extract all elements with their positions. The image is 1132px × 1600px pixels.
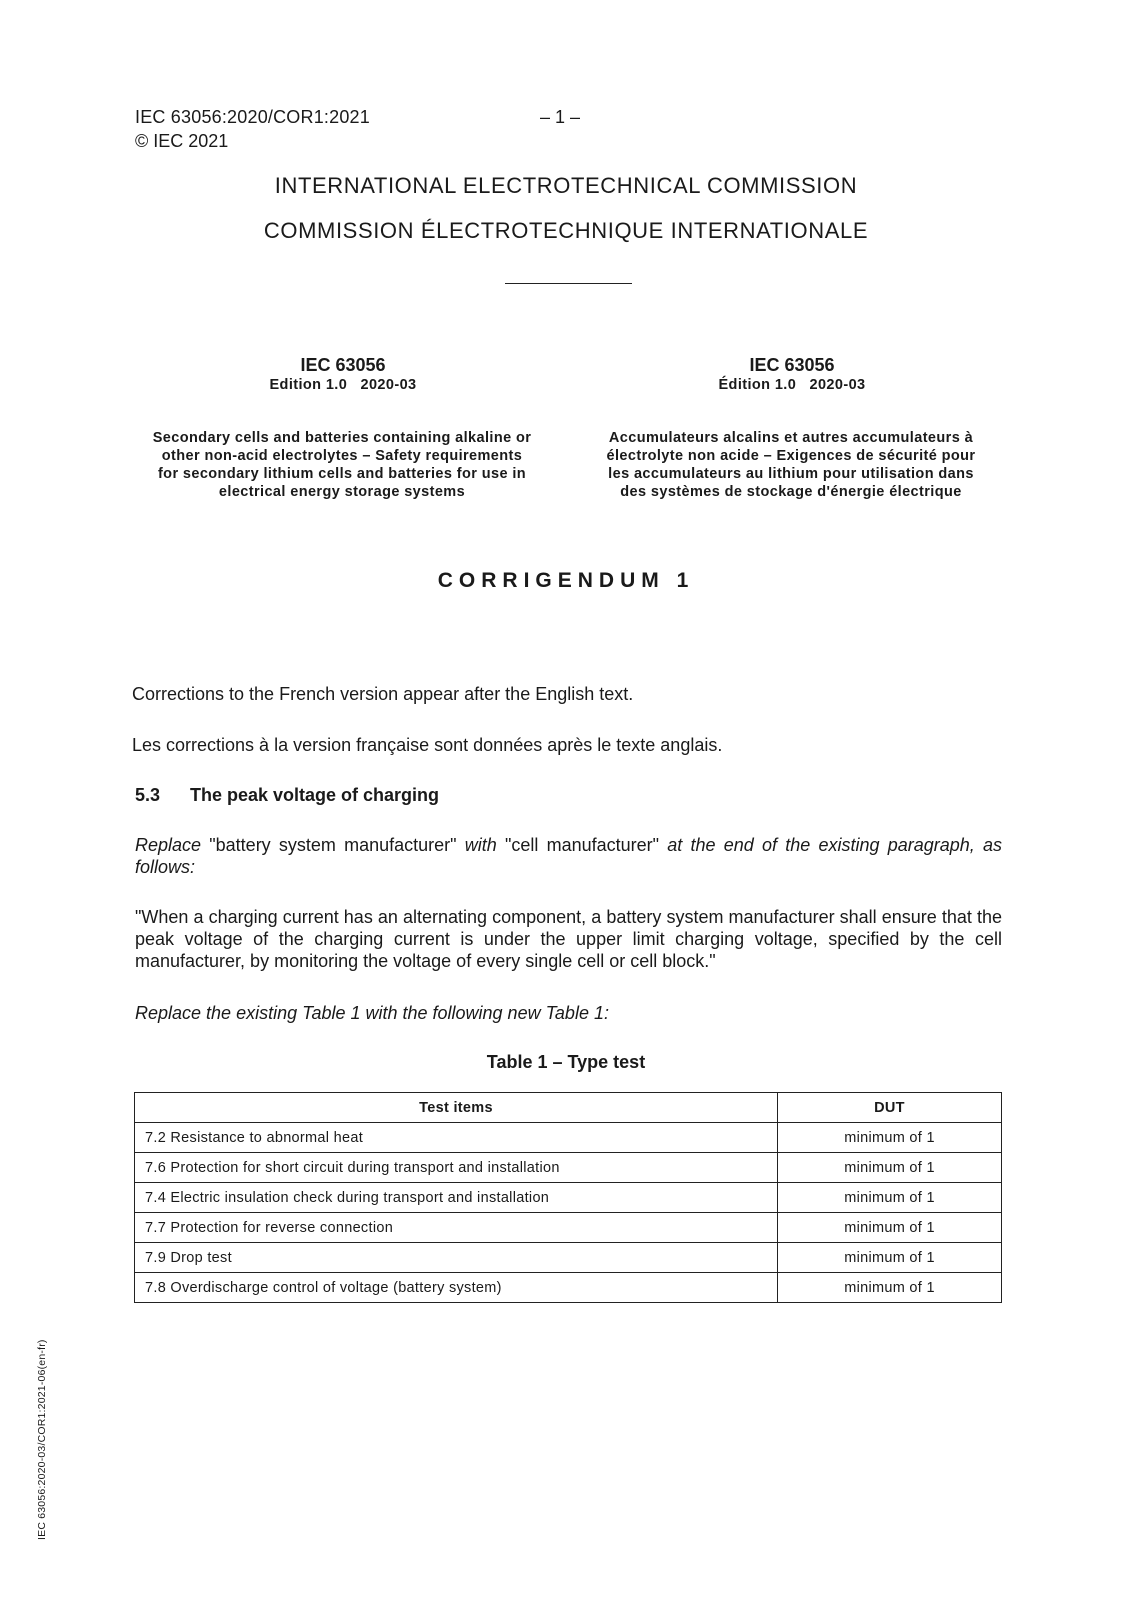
copyright-notice: © IEC 2021 [135,131,229,151]
test-item-cell: 7.7 Protection for reverse connection [135,1213,778,1243]
instruction-text: at the end of the existing paragraph, as follows: [135,835,1003,877]
intro-french: Les corrections à la version française sont données après le texte anglais. [132,735,723,755]
standard-edition-en: Edition 1.0 2020-03 [269,377,417,393]
organization-name-fr: COMMISSION ÉLECTROTECHNIQUE INTERNATIONALE [263,218,869,243]
table-row [135,1213,1002,1243]
type-test-table [134,1092,1002,1303]
quoted-paragraph: "When a charging current has an alternating component, a battery system manufacturer shall ensure that the peak voltage of the charging current is under the upper limit charging voltage, specified by the cell manufacturer, by monitoring the voltage of every single cell or cell block." [135,907,1002,971]
section-heading [135,785,439,806]
header-test-items: Test items [135,1093,778,1123]
page-number: – 1 – [540,107,581,127]
test-item-cell: 7.6 Protection for short circuit during transport and installation [135,1153,778,1183]
test-item-cell: 7.9 Drop test [135,1243,778,1273]
header-dut: DUT [778,1093,1002,1123]
dut-cell: minimum of 1 [778,1183,1002,1213]
instruction-text: Replace [135,835,210,855]
table-replace-instruction: Replace the existing Table 1 with the following new Table 1: [135,1003,609,1023]
test-item-cell: 7.8 Overdischarge control of voltage (battery system) [135,1273,778,1303]
table-caption: Table 1 – Type test [486,1052,646,1072]
table-row [135,1123,1002,1153]
original-term: "battery system manufacturer" [209,835,457,855]
section-number: 5.3 [135,785,161,805]
dut-cell: minimum of 1 [778,1273,1002,1303]
dut-cell: minimum of 1 [778,1243,1002,1273]
standard-number-fr: IEC 63056 [749,355,835,375]
standard-edition-fr: Édition 1.0 2020-03 [718,377,866,393]
dut-cell: minimum of 1 [778,1153,1002,1183]
standard-title-en: Secondary cells and batteries containing alkaline or other non-acid electrolytes – Safety requirements for secondary lithium cells and batteries for use in electrical energy storage systems [152,430,532,500]
header-divider [505,283,632,284]
test-item-cell: 7.4 Electric insulation check during transport and installation [135,1183,778,1213]
instruction-text: with [456,835,506,855]
dut-cell: minimum of 1 [778,1213,1002,1243]
table-row [135,1273,1002,1303]
intro-english: Corrections to the French version appear after the English text. [132,684,634,704]
table-row [135,1183,1002,1213]
corrigendum-title: CORRIGENDUM 1 [437,569,695,592]
dut-cell: minimum of 1 [778,1123,1002,1153]
standard-number-en: IEC 63056 [300,355,386,375]
section-title: The peak voltage of charging [190,785,440,805]
side-document-reference: IEC 63056:2020-03/COR1:2021-06(en-fr) [36,1339,48,1540]
organization-name-en: INTERNATIONAL ELECTROTECHNICAL COMMISSION [274,173,858,198]
document-reference: IEC 63056:2020/COR1:2021 [135,107,370,127]
table-row [135,1243,1002,1273]
table-header-row [135,1093,1002,1123]
replacement-term: "cell manufacturer" [505,835,660,855]
table-row [135,1153,1002,1183]
test-item-cell: 7.2 Resistance to abnormal heat [135,1123,778,1153]
standard-title-fr: Accumulateurs alcalins et autres accumulateurs à électrolyte non acide – Exigences de sécurité pour les accumulateurs au lithium pour utilisation dans des systèmes de stockage d'énergie électrique [606,430,976,500]
replace-instruction [135,834,1002,878]
